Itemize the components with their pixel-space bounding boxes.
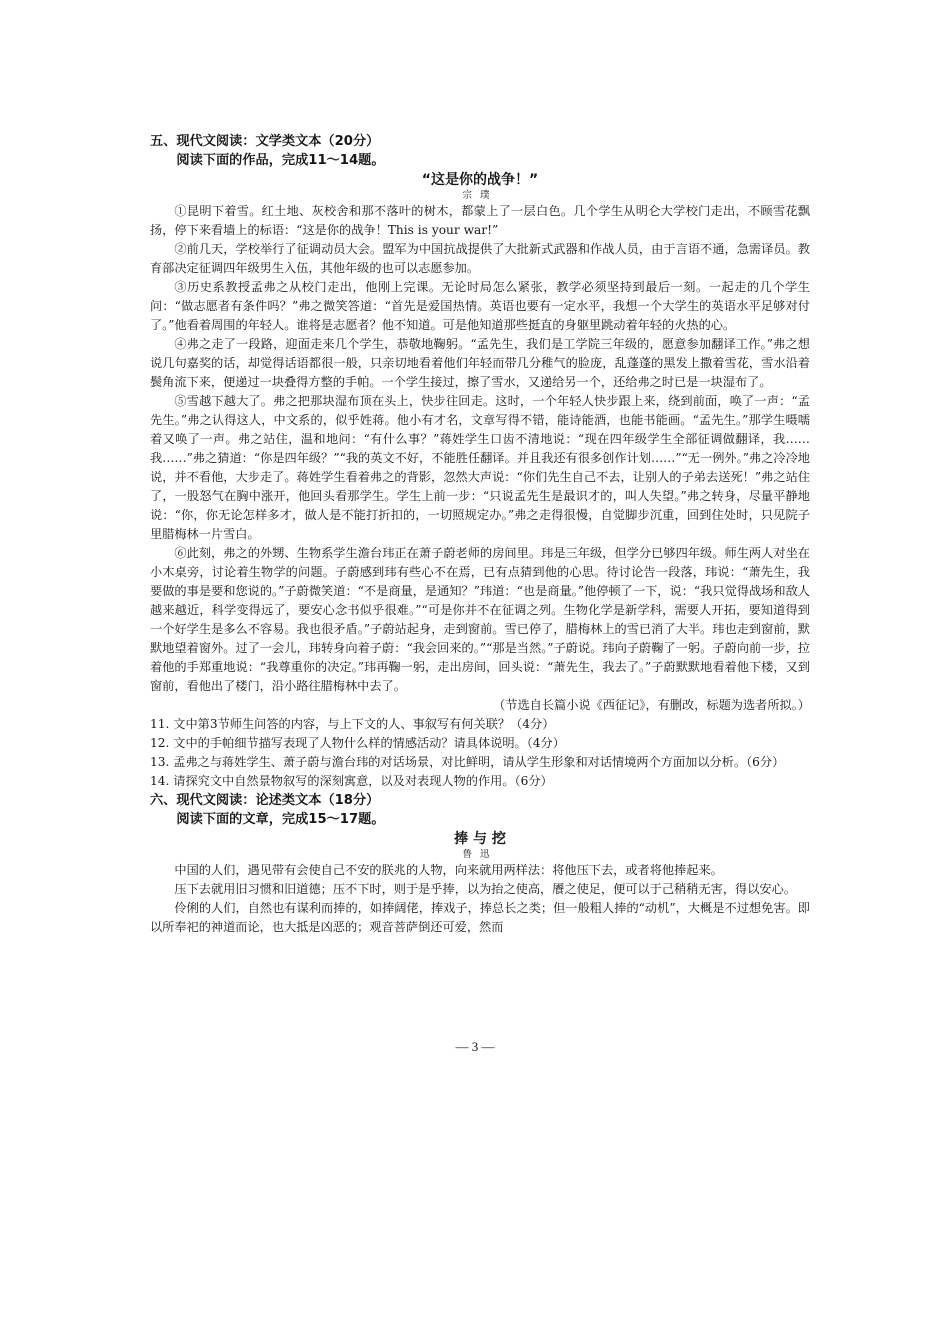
story-paragraph-6: ⑥此刻，弗之的外甥、生物系学生澹台玮正在萧子蔚老师的房间里。玮是三年级，但学分已够四年级。师生两人对坐在小木桌旁，讨论着生物学的问题。子蔚感到玮有些心不在焉，已有点猜到他的心思。待讨论告一段落，玮说：“萧先生，我要做的事是要和您说的。”子蔚微笑道：“不是商量，是通知？”玮道：“也是商量。”他停顿了一下，说：“我只觉得战场和敌人越来越近，科学变得远了，要安心念书似乎很难。”“可是你并不在征调之列。生物化学是新学科，需要人开拓，要知道得到一个好学生是多么不容易。我也很矛盾。”子蔚站起身，走到窗前。雪已停了，腊梅林上的雪已消了大半。玮也走到窗前，默默地望着窗外。过了一会儿，玮转身向着子蔚：“我会回来的。”“那是当然。”子蔚说。玮向子蔚鞠了一躬。子蔚向前一步，拉着他的手郑重地说：“我尊重你的决定。”玮再鞠一躬，走出房间，回头说：“萧先生，我去了。”子蔚默默地看着他下楼，又到窗前，看他出了楼门，沿小路往腊梅林中去了。: [150, 546, 810, 693]
story-paragraph-3: ③历史系教授孟弗之从校门走出，他刚上完课。无论时局怎么紧张，教学必须坚持到最后一刻。一起走的几个学生问：“做志愿者有条件吗？”弗之微笑答道：“首先是爱国热情。英语也要有一定水平，我想一个大学生的英语水平足够对付了。”他看着周围的年轻人。谁将是志愿者？他不知道。可是他知道那些挺直的身躯里跳动着年轻的火热的心。: [150, 280, 810, 332]
exam-page: [150, 132, 810, 937]
story-paragraph-5: ⑤雪越下越大了。弗之把那块湿布顶在头上，快步往回走。这时，一个年轻人快步跟上来，绕到前面，唤了一声：“孟先生。”弗之认得这人，中文系的，似乎姓蒋。他小有才名，文章写得不错，能诗能酒，也能书能画。“孟先生。”那学生嗫嚅着又唤了一声。弗之站住，温和地问：“有什么事？”蒋姓学生口齿不清地说：“现在四年级学生全部征调做翻译，我……我……”弗之猜道：“你是四年级？”“我的英文不好，不能胜任翻译。并且我还有很多创作计划……”“无一例外。”弗之冷冷地说，并不看他，大步走了。蒋姓学生看着弗之的背影，忽然大声说：“你们先生自己不去，让别人的子弟去送死！”弗之站住了，一股怒气在胸中涨开，他回头看那学生。学生上前一步：“只说孟先生是最识才的，叫人失望。”弗之转身，尽量平静地说：“你，你无论怎样多才，做人是不能打折扣的，一切照规定办。”弗之走得很慢，自觉脚步沉重，回到住处时，只见院子里腊梅林一片雪白。: [150, 394, 810, 541]
page-number: — 3 —: [455, 1039, 495, 1054]
section-6-instruction: 阅读下面的文章，完成15～17题。: [176, 812, 385, 827]
question-14: 14. 请探究文中自然景物叙写的深刻寓意，以及对表现人物的作用。（6分）: [150, 774, 553, 788]
essay-title: 捧 与 挖: [454, 831, 506, 847]
story-source-note: （节选自长篇小说《西征记》，有删改，标题为选者所拟。）: [493, 698, 810, 712]
essay-paragraph-2: 压下去就用旧习惯和旧道德；压不下时，则于是乎捧，以为抬之使高，餍之使足，便可以于己稍稍无害，得以安心。: [174, 882, 796, 896]
question-13: 13. 孟弗之与蒋姓学生、萧子蔚与澹台玮的对话场景，对比鲜明，请从学生形象和对话情境两个方面加以分析。（6分）: [150, 755, 785, 769]
question-12: 12. 文中的手帕细节描写表现了人物什么样的情感活动？请具体说明。（4分）: [150, 736, 565, 750]
essay-author: 鲁迅: [462, 849, 498, 860]
section-6-heading: 六、现代文阅读：论述类文本（18分）: [150, 793, 380, 808]
story-paragraph-4: ④弗之走了一段路，迎面走来几个学生，恭敬地鞠躬。“孟先生，我们是工学院三年级的，愿意参加翻译工作。”弗之想说几句嘉奖的话，却觉得话语都很一般，只亲切地看着他们年轻而带几分稚气的脸庞，乱蓬蓬的黑发上撒着雪花，雪水沿着鬓角流下来，便递过一块叠得方整的手帕。一个学生接过，擦了雪水，又递给另一个，还给弗之时已是一块湿布了。: [150, 337, 810, 389]
section-5-heading: 五、现代文阅读：文学类文本（20分）: [150, 134, 380, 149]
story-author: 宗璞: [462, 190, 498, 201]
question-11: 11. 文中第3节师生问答的内容，与上下文的人、事叙写有何关联？（4分）: [150, 717, 555, 731]
section-5-instruction: 阅读下面的作品，完成11～14题。: [176, 153, 385, 168]
essay-paragraph-1: 中国的人们，遇见带有会使自己不安的朕兆的人物，向来就用两样法：将他压下去，或者将他捧起来。: [174, 863, 723, 877]
story-paragraph-2: ②前几天，学校举行了征调动员大会。盟军为中国抗战提供了大批新式武器和作战人员，由于言语不通，急需译员。教育部决定征调四年级男生入伍，其他年级的也可以志愿参加。: [150, 242, 810, 275]
story-title: “这是你的战争！”: [421, 172, 539, 188]
essay-paragraph-3: 伶俐的人们，自然也有谋利而捧的，如捧阔佬，捧戏子，捧总长之类；但一般粗人捧的“动机”，大概是不过想免害。即以所奉祀的神道而论，也大抵是凶恶的；观音菩萨倒还可爱，然而: [150, 901, 810, 934]
story-paragraph-1: ①昆明下着雪。红土地、灰校舍和那不落叶的树木，都蒙上了一层白色。几个学生从明仑大学校门走出，不顾雪花飘扬，停下来看墙上的标语：“这是你的战争！This is your war!”: [150, 204, 810, 237]
